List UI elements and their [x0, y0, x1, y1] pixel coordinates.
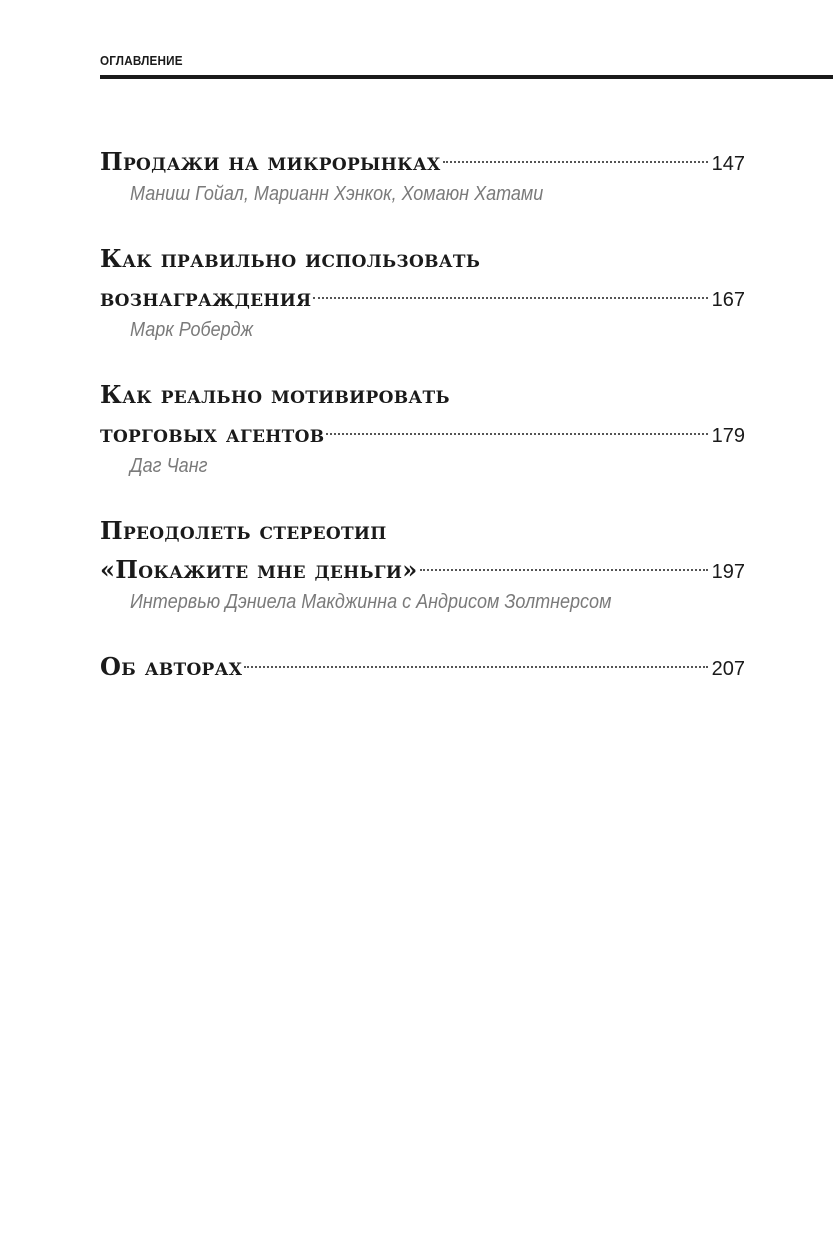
toc-entry-title: Как реально мотивировать [100, 380, 450, 409]
toc-entry[interactable] [100, 239, 745, 343]
toc-entry-title: Продажи на микрорынках [100, 147, 441, 176]
dot-leader [313, 297, 707, 299]
toc-entry-authors: Даг Чанг [130, 455, 208, 477]
toc-entry-title-row[interactable] [100, 142, 745, 181]
toc-entry-title-first-line [100, 511, 745, 550]
toc-entry-title-continued: «Покажите мне деньги» [100, 555, 418, 584]
toc-entry[interactable] [100, 375, 745, 479]
toc-entry-title-first-line [100, 239, 745, 278]
toc-entry-title-row[interactable] [100, 414, 745, 453]
toc-page-number: 197 [711, 561, 745, 583]
header-rule [100, 75, 833, 79]
toc-entry-authors: Интервью Дэниела Макджинна с Андрисом Золтнерсом [130, 591, 612, 613]
toc-entry-title: Преодолеть стереотип [100, 516, 387, 545]
toc-entry-title: Об авторах [100, 652, 243, 681]
running-header: ОГЛАВЛЕНИЕ [100, 53, 183, 68]
dot-leader [326, 433, 707, 435]
dot-leader [420, 569, 708, 571]
toc-entry-title-row[interactable] [100, 278, 745, 317]
toc-entry[interactable] [100, 647, 745, 686]
toc-entry-title-first-line [100, 375, 745, 414]
dot-leader [443, 161, 708, 163]
toc-entry[interactable] [100, 142, 745, 207]
toc-entry-title-row[interactable] [100, 550, 745, 589]
toc-page-number: 147 [711, 153, 745, 175]
toc-page-number: 179 [711, 425, 745, 447]
dot-leader [244, 666, 707, 668]
toc-entry-title: Как правильно использовать [100, 244, 481, 273]
toc-entry-title-row[interactable] [100, 647, 745, 686]
toc-entry-authors: Маниш Гойал, Марианн Хэнкок, Хомаюн Хатами [130, 183, 544, 205]
toc-entry-title-continued: вознаграждения [100, 283, 312, 312]
toc-entry-authors: Марк Робердж [130, 319, 254, 341]
table-of-contents [100, 142, 745, 686]
toc-entry[interactable] [100, 511, 745, 615]
toc-entry-title-continued: торговых агентов [100, 419, 325, 448]
toc-page-number: 207 [711, 658, 745, 680]
toc-page-number: 167 [711, 289, 745, 311]
